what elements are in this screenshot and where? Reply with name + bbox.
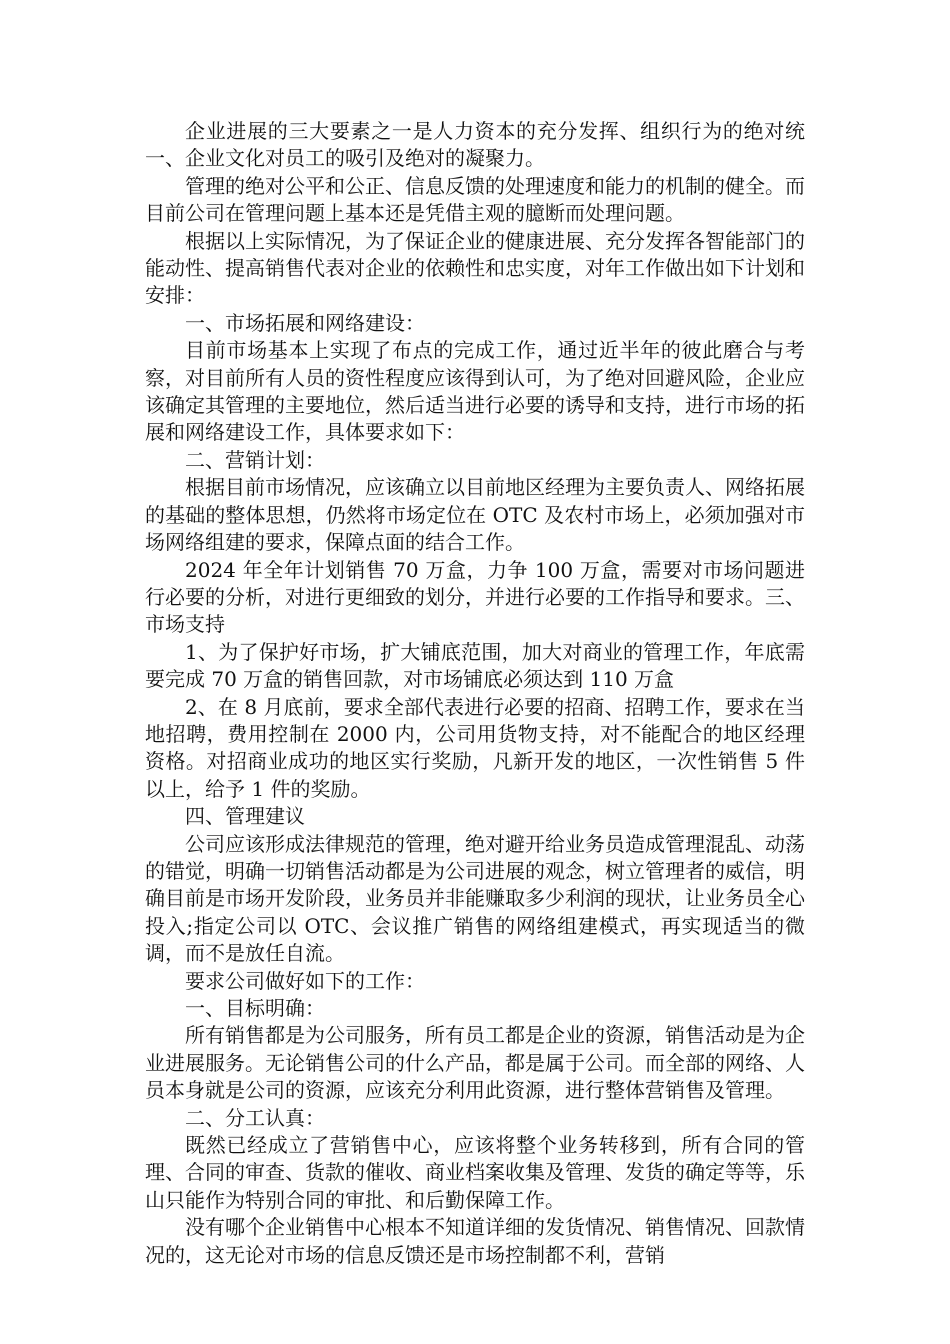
paragraph: 2024 年全年计划销售 70 万盒，力争 100 万盒，需要对市场问题进行必要的分析，对进行更细致的划分，并进行必要的工作指导和要求。三、市场支持 [145, 557, 805, 637]
paragraph: 公司应该形成法律规范的管理，绝对避开给业务员造成管理混乱、动荡的错觉，明确一切销售活动都是为公司进展的观念，树立管理者的威信，明确目前是市场开发阶段，业务员并非能赚取多少利润的现状，让业务员全心投入;指定公司以 OTC、会议推广销售的网络组建模式，再实现适当的微调，而不是放任自流。 [145, 831, 805, 966]
document-body [145, 118, 805, 1269]
section-heading: 二、分工认真： [185, 1105, 325, 1130]
paragraph: 管理的绝对公平和公正、信息反馈的处理速度和能力的机制的健全。而目前公司在管理问题上基本还是凭借主观的臆断而处理问题。 [145, 173, 805, 226]
section-heading: 二、营销计划： [185, 447, 325, 472]
paragraph: 要求公司做好如下的工作： [185, 968, 425, 993]
paragraph: 没有哪个企业销售中心根本不知道详细的发货情况、销售情况、回款情况的，这无论对市场的信息反馈还是市场控制都不利，营销 [145, 1215, 805, 1267]
paragraph: 所有销售都是为公司服务，所有员工都是企业的资源，销售活动是为企业进展服务。无论销售公司的什么产品，都是属于公司。而全部的网络、人员本身就是公司的资源，应该充分利用此资源，进行整体营销售及管理。 [145, 1023, 805, 1103]
paragraph: 根据目前市场情况，应该确立以目前地区经理为主要负责人、网络拓展的基础的整体思想，仍然将市场定位在 OTC 及农村市场上，必须加强对市场网络组建的要求，保障点面的结合工作。 [145, 475, 805, 555]
paragraph: 2、在 8 月底前，要求全部代表进行必要的招商、招聘工作，要求在当地招聘，费用控制在 2000 内，公司用货物支持，对不能配合的地区经理资格。对招商业成功的地区实行奖励，凡新开发的地区，一次性销售 5 件以上，给予 1 件的奖励。 [145, 694, 805, 801]
paragraph: 既然已经成立了营销售中心，应该将整个业务转移到，所有合同的管理、合同的审查、货款的催收、商业档案收集及管理、发货的确定等等，乐山只能作为特别合同的审批、和后勤保障工作。 [145, 1133, 805, 1212]
section-heading: 四、管理建议 [185, 804, 305, 829]
paragraph: 企业进展的三大要素之一是人力资本的充分发挥、组织行为的绝对统一、企业文化对员工的吸引及绝对的凝聚力。 [145, 119, 805, 171]
paragraph: 1、为了保护好市场，扩大铺底范围，加大对商业的管理工作，年底需要完成 70 万盒的销售回款，对市场铺底必须达到 110 万盒 [145, 639, 805, 692]
section-heading: 一、市场拓展和网络建设： [185, 310, 425, 335]
paragraph: 根据以上实际情况，为了保证企业的健康进展、充分发挥各智能部门的能动性、提高销售代表对企业的依赖性和忠实度，对年工作做出如下计划和安排： [145, 228, 805, 308]
section-heading: 一、目标明确： [185, 996, 325, 1020]
paragraph: 目前市场基本上实现了布点的完成工作，通过近半年的彼此磨合与考察，对目前所有人员的资性程度应该得到认可，为了绝对回避风险，企业应该确定其管理的主要地位，然后适当进行必要的诱导和支持，进行市场的拓展和网络建设工作，具体要求如下： [145, 338, 805, 445]
